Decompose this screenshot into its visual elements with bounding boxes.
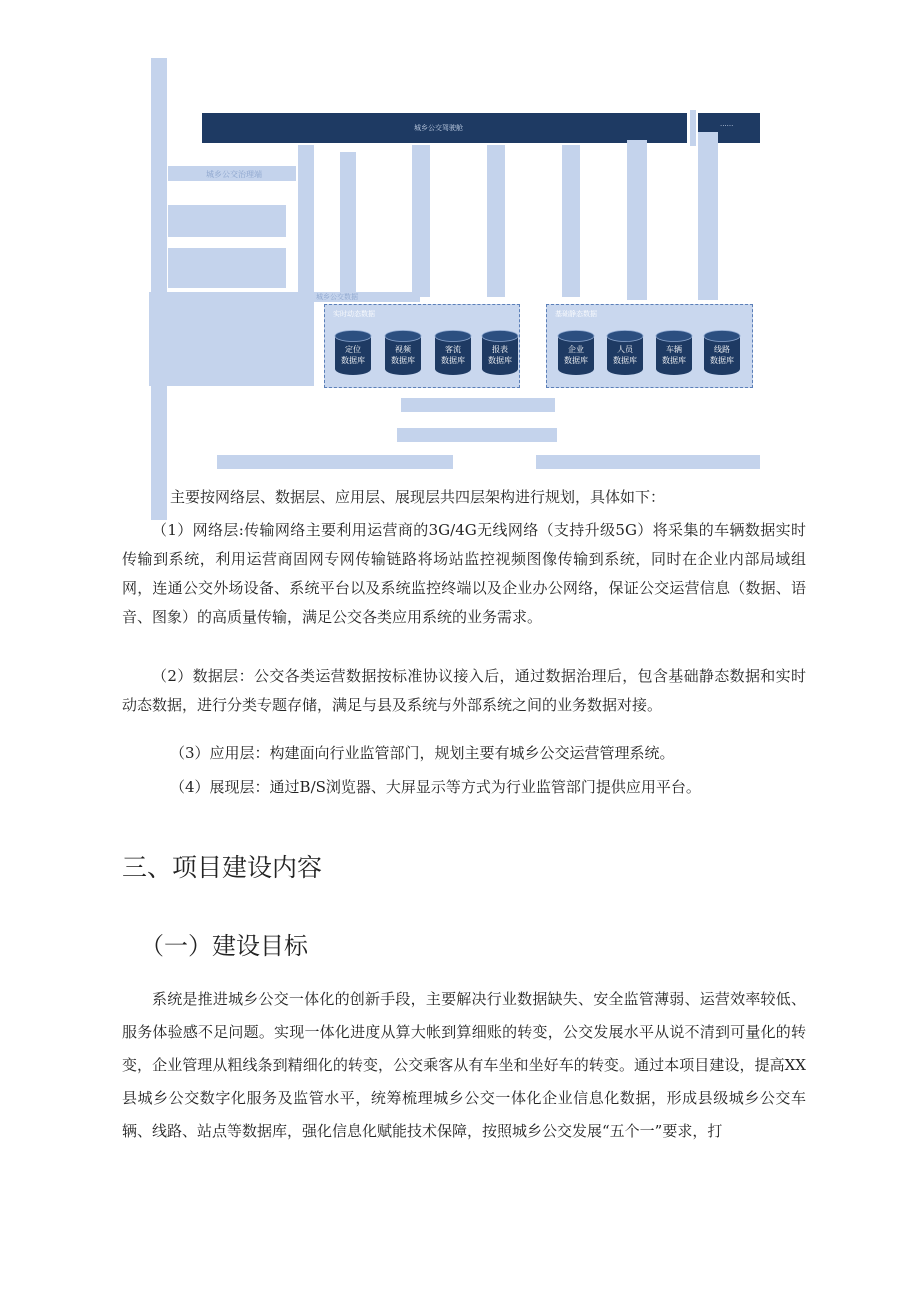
dynamic-data-title: 实时动态数据 bbox=[333, 310, 375, 318]
cockpit-bar bbox=[202, 113, 687, 143]
database-label bbox=[655, 344, 693, 366]
database-cylinder bbox=[434, 330, 472, 374]
body-paragraph: 系统是推进城乡公交一体化的创新手段，主要解决行业数据缺失、安全监管薄弱、运营效率较低、服务体验感不足问题。实现一体化进度从算大帐到算细账的转变，公交发展水平从说不清到可量化的转变，企业管理从粗线条到精细化的转变，公交乘客从有车坐和坐好车的转变。通过本项目建设，提高XX县城乡公交数字化服务及监管水平，统筹梳理城乡公交一体化企业信息化数据，形成县级城乡公交车辆、线路、站点等数据库，强化信息化赋能技术保障，按照城乡公交发展“五个一”要求，打 bbox=[122, 990, 806, 1140]
database-name: 报表 bbox=[492, 345, 508, 354]
bottom-bar bbox=[401, 398, 555, 412]
cockpit-extra-label: ······ bbox=[720, 122, 734, 130]
section-heading: 三、项目建设内容 bbox=[122, 853, 323, 882]
column-bar bbox=[698, 132, 718, 300]
item-data: （2）数据层：公交各类运营数据按标准协议接入后，通过数据治理后，包含基础静态数据和实时动态数据，进行分类专题存储，满足与县及系统与外部系统之间的业务数据对接。 bbox=[122, 667, 806, 714]
database-label bbox=[334, 344, 372, 366]
data-connector-label: 城乡公交数据 bbox=[316, 293, 358, 301]
database-suffix: 数据库 bbox=[662, 356, 686, 365]
database-name: 客流 bbox=[445, 345, 461, 354]
database-name: 线路 bbox=[714, 345, 730, 354]
cockpit-label: 城乡公交驾驶舱 bbox=[414, 124, 463, 132]
database-name: 企业 bbox=[568, 345, 584, 354]
database-cylinder bbox=[334, 330, 372, 374]
database-suffix: 数据库 bbox=[488, 356, 512, 365]
database-suffix: 数据库 bbox=[391, 356, 415, 365]
left-app-block bbox=[149, 292, 314, 386]
column-bar bbox=[627, 140, 647, 300]
database-suffix: 数据库 bbox=[341, 356, 365, 365]
database-cylinder bbox=[384, 330, 422, 374]
governance-label: 城乡公交治理端 bbox=[206, 170, 262, 179]
database-name: 人员 bbox=[617, 345, 633, 354]
database-name: 车辆 bbox=[666, 345, 682, 354]
side-block bbox=[168, 205, 286, 237]
database-label bbox=[481, 344, 519, 366]
governance-bar bbox=[168, 166, 296, 181]
database-suffix: 数据库 bbox=[613, 356, 637, 365]
database-suffix: 数据库 bbox=[710, 356, 734, 365]
bottom-bar bbox=[536, 455, 760, 469]
database-label bbox=[606, 344, 644, 366]
column-bar bbox=[298, 145, 314, 293]
database-name: 视频 bbox=[395, 345, 411, 354]
database-suffix: 数据库 bbox=[564, 356, 588, 365]
item-network: （1）网络层:传输网络主要利用运营商的3G/4G无线网络（支持升级5G）将采集的车辆数据实时传输到系统，利用运营商固网专网传输链路将场站监控视频图像传输到系统，同时在企业内部局域组网，连通公交外场设备、系统平台以及系统监控终端以及企业办公网络，保证公交运营信息（数据、语音、图象）的高质量传输，满足公交各类应用系统的业务需求。 bbox=[122, 521, 806, 626]
subsection-heading: （一）建设目标 bbox=[140, 932, 308, 960]
left-layer-bar bbox=[151, 58, 167, 520]
database-cylinder bbox=[481, 330, 519, 374]
database-cylinder bbox=[703, 330, 741, 374]
database-label bbox=[384, 344, 422, 366]
item-application: （3）应用层：构建面向行业监管部门，规划主要有城乡公交运营管理系统。 bbox=[170, 744, 675, 762]
database-cylinder bbox=[606, 330, 644, 374]
item-presentation: （4）展现层：通过B/S浏览器、大屏显示等方式为行业监管部门提供应用平台。 bbox=[170, 778, 701, 796]
database-label bbox=[557, 344, 595, 366]
column-bar bbox=[412, 145, 430, 297]
database-cylinder bbox=[557, 330, 595, 374]
column-bar bbox=[562, 145, 580, 297]
database-name: 定位 bbox=[345, 345, 361, 354]
database-cylinder bbox=[655, 330, 693, 374]
data-connector-bar bbox=[314, 292, 420, 302]
bottom-bar bbox=[397, 428, 557, 442]
column-bar bbox=[340, 152, 356, 292]
cockpit-divider bbox=[690, 110, 696, 146]
database-label bbox=[434, 344, 472, 366]
database-label bbox=[703, 344, 741, 366]
column-bar bbox=[487, 145, 505, 297]
intro-line: 主要按网络层、数据层、应用层、展现层共四层架构进行规划，具体如下： bbox=[170, 488, 666, 506]
database-suffix: 数据库 bbox=[441, 356, 465, 365]
static-data-title: 基础静态数据 bbox=[555, 310, 597, 318]
bottom-bar bbox=[217, 455, 453, 469]
side-block bbox=[168, 248, 286, 288]
